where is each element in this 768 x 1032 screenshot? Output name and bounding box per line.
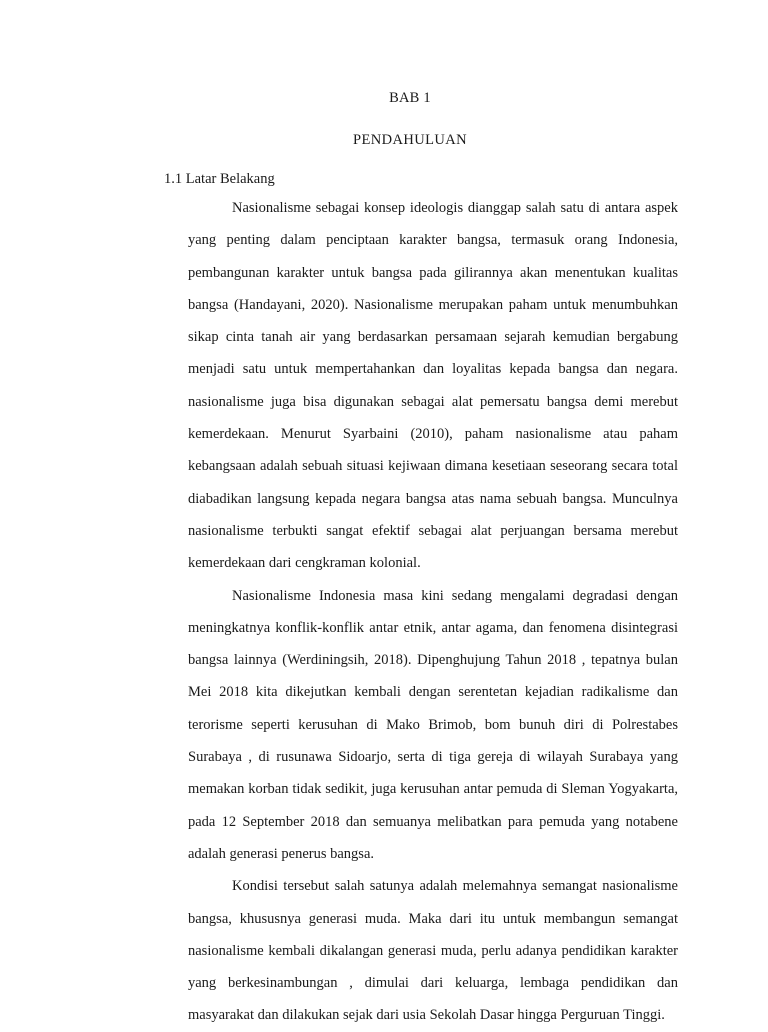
section-heading: 1.1 Latar Belakang bbox=[164, 171, 275, 187]
paragraph-2: Nasionalisme Indonesia masa kini sedang mengalami degradasi dengan meningkatnya konflik-konflik antar etnik, antar agama, dan fenomena disintegrasi bangsa lainnya (Werdiningsih, 2018). Dipenghujung Tahun 2018 , tepatnya bulan Mei 2018 kita dikejutkan kembali dengan serentetan kejadian radikalisme dan terorisme seperti kerusuhan di Mako Brimob, bom bunuh diri di Polrestabes Surabaya , di rusunawa Sidoarjo, serta di tiga gereja di wilayah Surabaya yang memakan korban tidak sedikit, juga kerusuhan antar pemuda di Sleman Yogyakarta, pada 12 September 2018 dan semuanya melibatkan para pemuda yang notabene adalah generasi penerus bangsa. bbox=[188, 587, 678, 862]
paragraph-1: Nasionalisme sebagai konsep ideologis dianggap salah satu di antara aspek yang penting dalam penciptaan karakter bangsa, termasuk orang Indonesia, pembangunan karakter untuk bangsa pada gilirannya akan menentukan kualitas bangsa (Handayani, 2020). Nasionalisme merupakan paham untuk menumbuhkan sikap cinta tanah air yang berdasarkan persamaan sejarah kemudian bergabung menjadi satu untuk mempertahankan dan loyalitas kepada bangsa dan negara. nasionalisme juga bisa digunakan sebagai alat pemersatu bangsa demi merebut kemerdekaan. Menurut Syarbaini (2010), paham nasionalisme atau paham kebangsaan adalah sebuah situasi kejiwaan dimana kesetiaan seseorang secara total diabadikan langsung kepada negara bangsa atas nama sebuah bangsa. Munculnya nasionalisme terbukti sangat efektif sebagai alat perjuangan bersama merebut kemerdekaan dari cengkraman kolonial. bbox=[188, 200, 678, 572]
chapter-title: PENDAHULUAN bbox=[353, 132, 467, 148]
paragraph-3: Kondisi tersebut salah satunya adalah melemahnya semangat nasionalisme bangsa, khususnya generasi muda. Maka dari itu untuk membangun semangat nasionalisme kembali dikalangan generasi muda, perlu adanya pendidikan karakter yang berkesinambungan , dimulai dari keluarga, lembaga pendidikan dan masyarakat dan dilakukan sejak dari usia Sekolah Dasar hingga Perguruan Tinggi. bbox=[188, 878, 678, 1024]
chapter-number: BAB 1 bbox=[389, 90, 431, 106]
body-text bbox=[188, 192, 678, 1032]
